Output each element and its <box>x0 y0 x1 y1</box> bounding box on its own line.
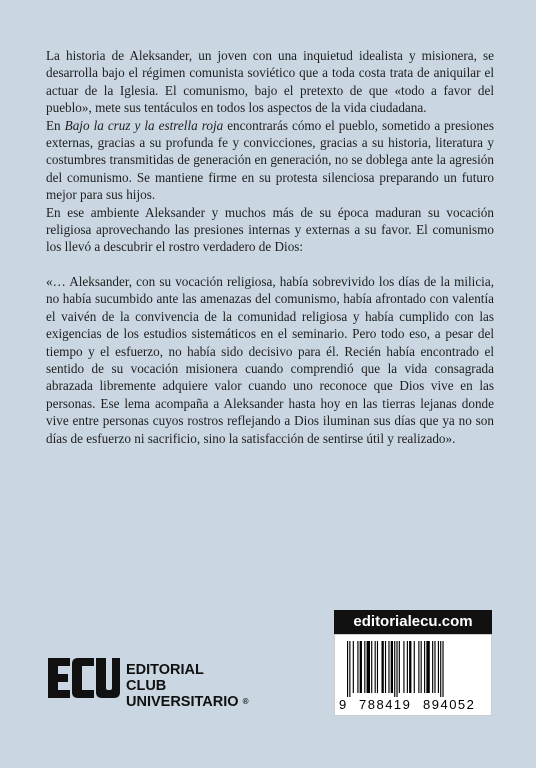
barcode-bar <box>371 641 372 693</box>
barcode-bar <box>347 641 348 697</box>
barcode-bar <box>414 641 415 693</box>
barcode-bar <box>418 641 419 693</box>
registered-mark: ® <box>242 697 249 707</box>
barcode-bar <box>432 641 433 693</box>
barcode-bar <box>391 641 393 693</box>
barcode-bar <box>440 641 441 697</box>
paragraph-2-rest: encontrarás cómo el pueblo, sometido a presiones externas, gracias a su profunda fe y convicciones, gracias a su historia, literatura y costumbres transmitidas de generación en generación, no se doblega ante la agresión del comunismo. Se mantiene firme en su protesta silenciosa preparando un futuro mejor para sus hijos. <box>46 117 494 203</box>
barcode-bar <box>426 641 429 693</box>
barcode-left-group: 788419 <box>359 697 412 712</box>
barcode-bar <box>424 641 425 693</box>
publisher-website: editorialecu.com <box>334 610 492 634</box>
publisher-name <box>126 662 248 710</box>
barcode-bar <box>409 641 411 693</box>
paragraph-2-lead: En <box>46 117 65 133</box>
barcode-bars <box>347 641 483 697</box>
publisher-name-line-1: EDITORIAL <box>126 662 204 678</box>
publisher-name-line-3-text: UNIVERSITARIO <box>126 694 239 710</box>
quote-paragraph: «… Aleksander, con su vocación religiosa, había sobrevivido los días de la milicia, no había sucumbido ante las amenazas del comunismo, había afrontado con valentía el vaivén de la convivencia de la comunidad religiosa y había cumplido con las exigencias de los estudios sistemáticos en el seminario. Pero todo eso, a pesar del tiempo y el esfuerzo, no había sido decisivo para él. Recién había encontrado el sentido de su vocación misionera cuando comprendió que la vida consagrada abrazada libremente adquiere valor cuando uno reconoce que Dios vive en las personas. Ese lema acompaña a Aleksander hasta hoy en las tierras lejanas donde vive entre personas cuyos rostros reflejando a Dios iluminan sus días que ya no son días de esfuerzo ni sacrificio, sino la satisfacción de sentirse útil y realizado». <box>46 273 494 446</box>
barcode-bar <box>367 641 370 693</box>
barcode-right-group: 894052 <box>423 697 476 712</box>
barcode-bar <box>385 641 386 693</box>
barcode-bar <box>377 641 378 693</box>
barcode-bar <box>407 641 408 693</box>
barcode-bar <box>442 641 443 697</box>
barcode-first-digit: 9 <box>339 697 347 712</box>
book-title: Bajo la cruz y la estrella roja <box>64 117 224 133</box>
barcode-bar <box>349 641 350 697</box>
synopsis-paragraph-2 <box>46 117 494 204</box>
barcode-bar <box>375 641 376 693</box>
barcode-bar <box>364 641 365 693</box>
synopsis-paragraph-1: La historia de Aleksander, un joven con una inquietud idealista y misionera, se desarrolla bajo el régimen comunista soviético que a toda costa trata de aniquilar el actuar de la Iglesia. El comunismo, bajo el pretexto de que «todo a favor del pueblo», mete sus tentáculos en todos los aspectos de la vida ciudadana. <box>46 48 494 116</box>
barcode-bar <box>360 641 362 693</box>
barcode-bar <box>399 641 400 693</box>
isbn-barcode <box>334 634 492 716</box>
ecu-logo-letters: ECU <box>46 656 48 657</box>
barcode-bar <box>353 641 354 693</box>
ecu-logo <box>46 656 122 700</box>
barcode-bar <box>438 641 439 693</box>
barcode-bar <box>388 641 389 693</box>
barcode-bar <box>382 641 384 693</box>
publisher-name-line-3 <box>126 694 248 710</box>
barcode-bar <box>434 641 435 693</box>
ecu-logo-mark <box>46 656 122 700</box>
publisher-name-line-2: CLUB <box>126 678 167 694</box>
barcode-bar <box>421 641 422 693</box>
back-cover-text <box>46 47 494 447</box>
barcode-bar <box>403 641 404 693</box>
barcode-bar <box>357 641 358 693</box>
barcode-bar <box>394 641 395 697</box>
synopsis-paragraph-3: En ese ambiente Aleksander y muchos más de su época maduran su vocación religiosa aprovechando las presiones internas y externas a su favor. El comunismo los llevó a descubrir el rostro verdadero de Dios: <box>46 204 494 255</box>
barcode-bar <box>396 641 397 697</box>
